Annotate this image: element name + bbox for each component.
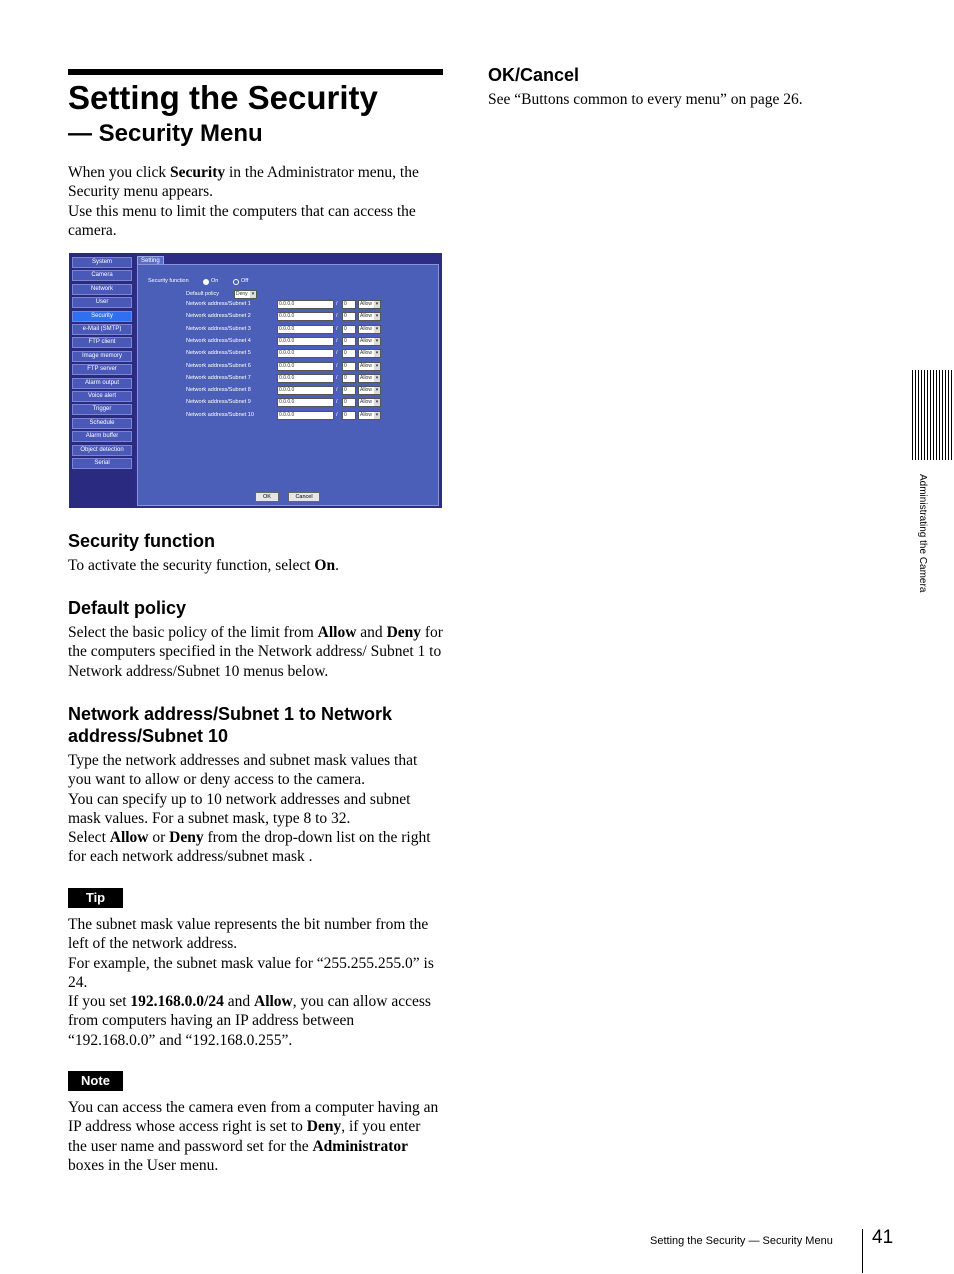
row-label: Network address/Subnet 4 bbox=[186, 337, 251, 344]
security-function-text: To activate the security function, select On. bbox=[68, 557, 339, 574]
default-policy-label: Default policy bbox=[186, 291, 220, 297]
sidebar-item[interactable]: Camera bbox=[72, 270, 132, 281]
row-label: Network address/Subnet 10 bbox=[186, 411, 254, 418]
slash-separator: / bbox=[336, 362, 338, 369]
running-footer: Setting the Security — Security Menu bbox=[650, 1235, 833, 1247]
slash-separator: / bbox=[336, 387, 338, 394]
sidebar-item[interactable]: e-Mail (SMTP) bbox=[72, 324, 132, 335]
policy-select[interactable]: Allow ▾ bbox=[358, 374, 381, 383]
default-policy-heading: Default policy bbox=[68, 598, 187, 618]
sidebar-item[interactable]: Image memory bbox=[72, 351, 132, 362]
sidebar-item[interactable]: Network bbox=[72, 284, 132, 295]
policy-select[interactable]: Allow ▾ bbox=[358, 398, 381, 407]
sidebar-item[interactable]: System bbox=[72, 257, 132, 268]
subnet-mask-input[interactable]: 0 bbox=[342, 411, 356, 420]
network-text: Type the network addresses and subnet mask values that you want to allow or deny access to the camera. You can specify up to 10 network addresses and subnet mask values. For a subnet mask, type 8 to 32. Select Allow or Deny from the drop-down list on the right for each network address/subnet mask . bbox=[68, 752, 431, 866]
on-radio-label: On bbox=[211, 278, 219, 284]
footer-divider bbox=[862, 1229, 863, 1273]
slash-separator: / bbox=[336, 350, 338, 357]
subnet-mask-input[interactable]: 0 bbox=[342, 398, 356, 407]
tip-text: The subnet mask value represents the bit number from the left of the network address. For example, the subnet mask value for “255.255.255.0” is 24. If you set 192.168.0.0/24 and Allow, you can allow access from computers having an IP address between “192.168.0.0” and “192.168.0.255”. bbox=[68, 916, 434, 1049]
ok-button[interactable]: OK bbox=[255, 492, 279, 502]
row-label: Network address/Subnet 1 bbox=[186, 301, 251, 307]
tip-label: Tip bbox=[68, 888, 123, 908]
ok-cancel-text: See “Buttons common to every menu” on page 26. bbox=[488, 91, 803, 108]
slash-separator: / bbox=[336, 337, 338, 344]
sidebar-item[interactable]: FTP client bbox=[72, 337, 132, 348]
subnet-mask-input[interactable]: 0 bbox=[342, 386, 356, 395]
admin-sidebar bbox=[69, 253, 135, 508]
sidebar-item[interactable]: Security bbox=[72, 311, 132, 322]
network-address-input[interactable]: 0.0.0.0 bbox=[277, 386, 334, 395]
sidebar-item[interactable]: Trigger bbox=[72, 404, 132, 415]
page-subtitle: — Security Menu bbox=[68, 120, 263, 147]
off-radio-label: Off bbox=[241, 278, 249, 284]
tab-setting[interactable]: Setting bbox=[137, 256, 164, 267]
policy-select[interactable]: Allow ▾ bbox=[358, 349, 381, 358]
default-policy-select[interactable]: Deny ▾ bbox=[234, 290, 257, 299]
security-function-heading: Security function bbox=[68, 531, 216, 551]
row-label: Network address/Subnet 5 bbox=[186, 350, 251, 357]
sidebar-item[interactable]: FTP server bbox=[72, 364, 132, 375]
sidebar-item[interactable]: Voice alert bbox=[72, 391, 132, 402]
network-address-input[interactable]: 0.0.0.0 bbox=[277, 312, 334, 321]
sidebar-item[interactable]: User bbox=[72, 297, 132, 308]
row-label: Network address/Subnet 2 bbox=[186, 313, 251, 320]
page-number: 41 bbox=[872, 1227, 894, 1248]
subnet-mask-input[interactable]: 0 bbox=[342, 300, 356, 309]
network-address-input[interactable]: 0.0.0.0 bbox=[277, 362, 334, 371]
slash-separator: / bbox=[336, 301, 338, 307]
subnet-mask-input[interactable]: 0 bbox=[342, 362, 356, 371]
slash-separator: / bbox=[336, 411, 338, 418]
sidebar-item[interactable]: Schedule bbox=[72, 418, 132, 429]
security-menu-screenshot bbox=[69, 253, 442, 508]
policy-select[interactable]: Allow ▾ bbox=[358, 337, 381, 346]
subnet-mask-input[interactable]: 0 bbox=[342, 349, 356, 358]
row-label: Network address/Subnet 6 bbox=[186, 362, 251, 369]
settings-panel bbox=[137, 264, 439, 506]
section-tab-marker bbox=[912, 370, 954, 460]
slash-separator: / bbox=[336, 325, 338, 332]
row-label: Network address/Subnet 9 bbox=[186, 399, 251, 406]
row-label: Network address/Subnet 3 bbox=[186, 325, 251, 332]
subnet-mask-input[interactable]: 0 bbox=[342, 337, 356, 346]
network-address-input[interactable]: 0.0.0.0 bbox=[277, 300, 334, 309]
slash-separator: / bbox=[336, 374, 338, 381]
row-label: Network address/Subnet 7 bbox=[186, 374, 251, 381]
cancel-button[interactable]: Cancel bbox=[288, 492, 320, 502]
slash-separator: / bbox=[336, 313, 338, 320]
row-label: Network address/Subnet 8 bbox=[186, 387, 251, 394]
sidebar-item[interactable]: Serial bbox=[72, 458, 132, 469]
note-label: Note bbox=[68, 1071, 123, 1091]
on-radio[interactable] bbox=[203, 279, 209, 285]
intro-paragraph: When you click Security in the Administrator menu, the Security menu appears. Use this menu to limit the computers that can access the camera. bbox=[68, 164, 419, 239]
sidebar-item[interactable]: Alarm output bbox=[72, 378, 132, 389]
policy-select[interactable]: Allow ▾ bbox=[358, 386, 381, 395]
network-address-input[interactable]: 0.0.0.0 bbox=[277, 398, 334, 407]
subnet-mask-input[interactable]: 0 bbox=[342, 374, 356, 383]
off-radio[interactable] bbox=[233, 279, 239, 285]
ok-cancel-heading: OK/Cancel bbox=[488, 65, 580, 85]
page-title: Setting the Security bbox=[68, 79, 378, 116]
title-rule bbox=[68, 69, 443, 75]
security-function-label: Security function bbox=[148, 278, 189, 284]
network-address-input[interactable]: 0.0.0.0 bbox=[277, 325, 334, 334]
policy-select[interactable]: Allow ▾ bbox=[358, 362, 381, 371]
policy-select[interactable]: Allow ▾ bbox=[358, 300, 381, 309]
note-text: You can access the camera even from a computer having an IP address whose access right is set to Deny, if you enter the user name and password set for the Administrator boxes in the User menu. bbox=[68, 1099, 439, 1174]
sidebar-item[interactable]: Alarm buffer bbox=[72, 431, 132, 442]
default-policy-text: Select the basic policy of the limit from Allow and Deny for the computers specified in the Network address/ Subnet 1 to Network address/Subnet 10 menus below. bbox=[68, 624, 443, 680]
subnet-mask-input[interactable]: 0 bbox=[342, 325, 356, 334]
policy-select[interactable]: Allow ▾ bbox=[358, 312, 381, 321]
subnet-mask-input[interactable]: 0 bbox=[342, 312, 356, 321]
network-address-input[interactable]: 0.0.0.0 bbox=[277, 337, 334, 346]
slash-separator: / bbox=[336, 399, 338, 406]
network-address-input[interactable]: 0.0.0.0 bbox=[277, 411, 334, 420]
policy-select[interactable]: Allow ▾ bbox=[358, 325, 381, 334]
network-address-input[interactable]: 0.0.0.0 bbox=[277, 349, 334, 358]
section-side-tab: Administrating the Camera bbox=[917, 474, 928, 593]
network-address-input[interactable]: 0.0.0.0 bbox=[277, 374, 334, 383]
policy-select[interactable]: Allow ▾ bbox=[358, 411, 381, 420]
network-heading: Network address/Subnet 1 to Network address/Subnet 10 bbox=[68, 704, 393, 746]
sidebar-item[interactable]: Object detection bbox=[72, 445, 132, 456]
